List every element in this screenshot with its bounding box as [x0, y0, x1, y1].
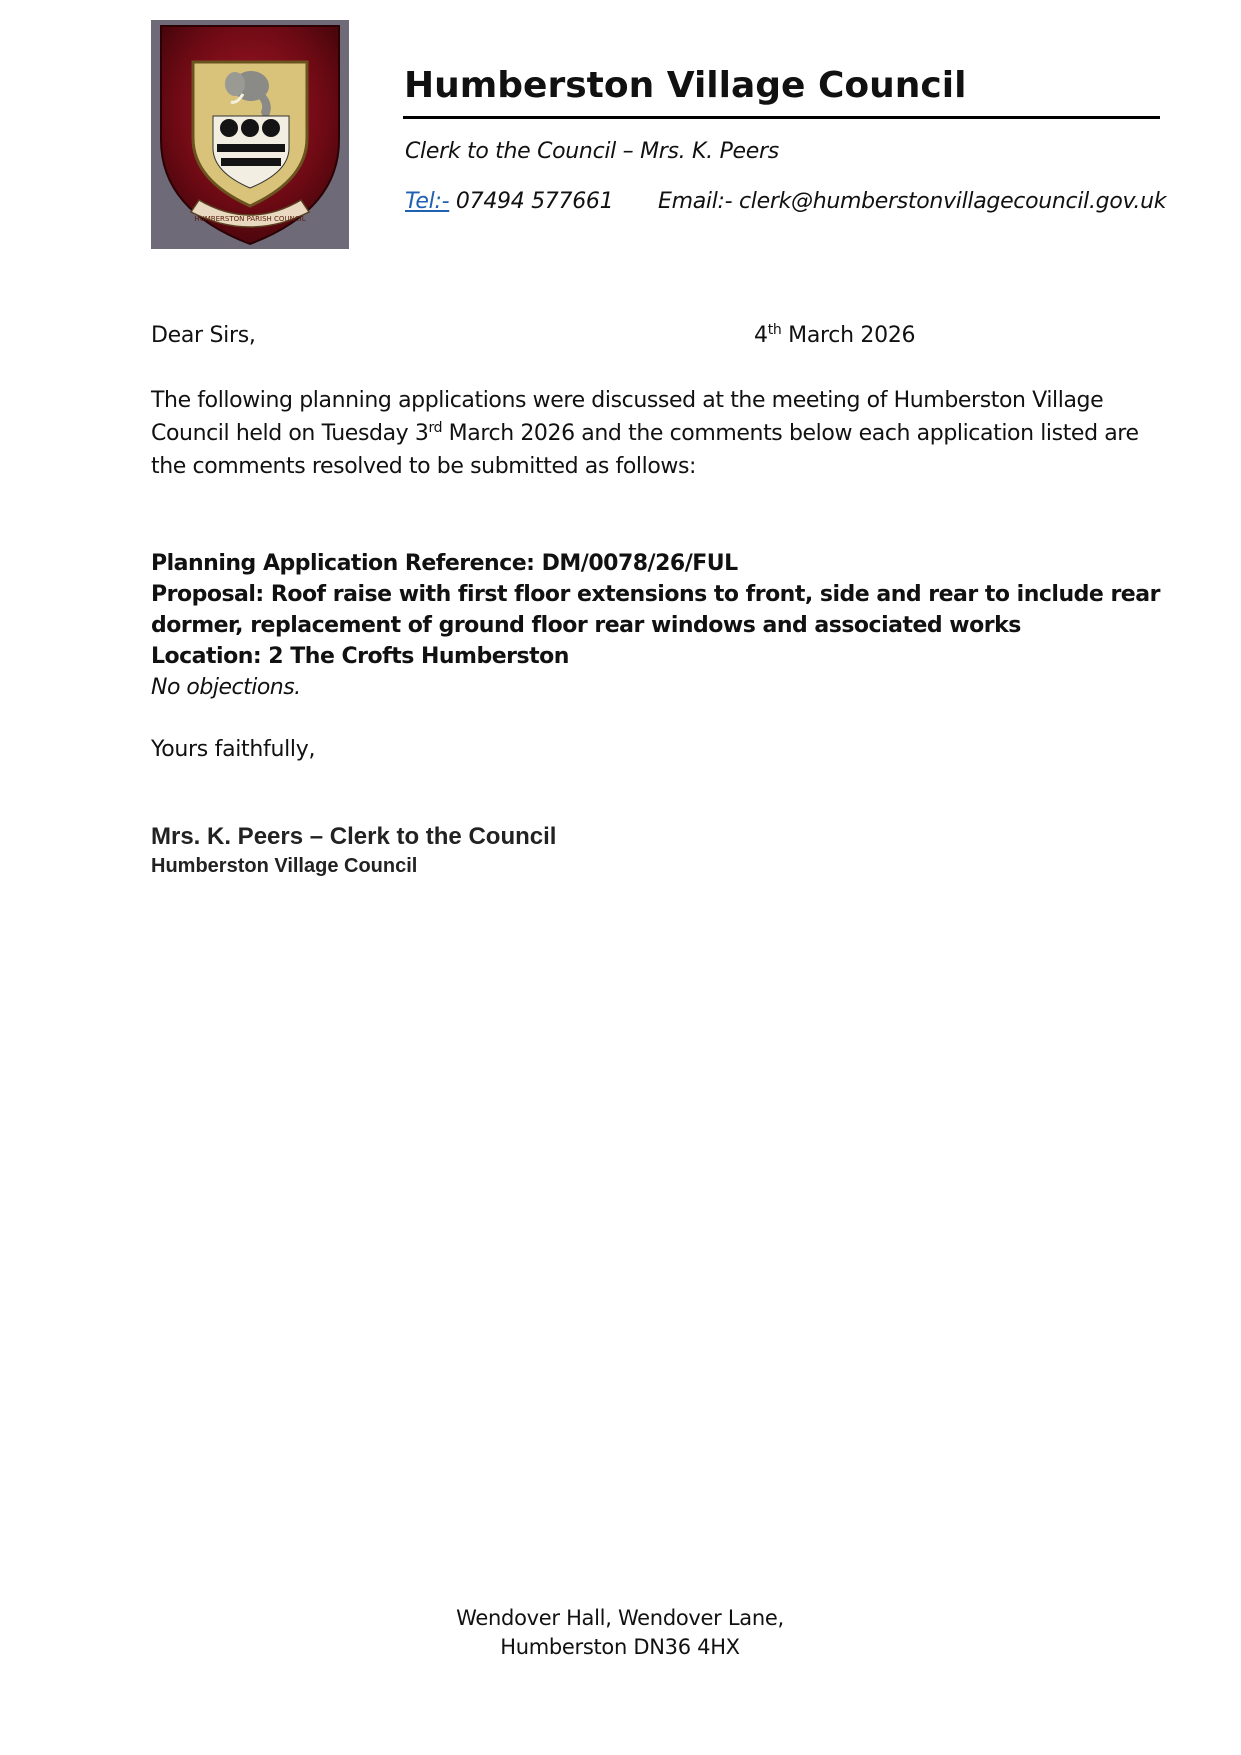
signature-name: Mrs. K. Peers – Clerk to the Council [151, 823, 557, 850]
salutation: Dear Sirs, [151, 323, 256, 348]
council-crest-logo [151, 20, 349, 249]
planning-application [151, 548, 1161, 703]
date-day: 4 [754, 323, 768, 348]
application-proposal-line1: Proposal: Roof raise with first floor extensions to front, side and rear to include rear [151, 582, 1160, 607]
address-line2: Humberston DN36 4HX [500, 1635, 740, 1659]
closing: Yours faithfully, [151, 737, 316, 762]
application-comment: No objections. [151, 675, 301, 700]
intro-date-suffix: rd [428, 420, 443, 436]
tel-link[interactable]: Tel:- [405, 189, 450, 214]
intro-text-part2: March 2026 and the comments below each application listed are the comments resolved to be submitted as follows: [151, 421, 1139, 479]
signature-organisation: Humberston Village Council [151, 855, 418, 877]
application-location: Location: 2 The Crofts Humberston [151, 644, 569, 669]
letter-date [754, 320, 915, 352]
clerk-line: Clerk to the Council – Mrs. K. Peers [405, 139, 779, 164]
footer-address [420, 1604, 820, 1662]
date-suffix: th [767, 322, 782, 338]
council-title: Humberston Village Council [404, 65, 967, 106]
tel-number: 07494 577661 [449, 189, 614, 214]
intro-text-part1: The following planning applications were discussed at the meeting of Humberston Village Council held on Tuesday 3 [151, 388, 1104, 446]
application-proposal-line2: dormer, replacement of ground floor rear windows and associated works [151, 613, 1021, 638]
contact-line [405, 186, 1165, 218]
email-text: Email:- clerk@humberstonvillagecouncil.gov.uk [658, 189, 1167, 214]
date-month-year: March 2026 [781, 323, 916, 348]
address-line1: Wendover Hall, Wendover Lane, [456, 1606, 784, 1630]
header-divider [403, 116, 1160, 119]
intro-paragraph [151, 384, 1161, 483]
crest-motto-text: HUMBERSTON PARISH COUNCIL [194, 215, 306, 223]
application-reference: Planning Application Reference: DM/0078/26/FUL [151, 551, 738, 576]
